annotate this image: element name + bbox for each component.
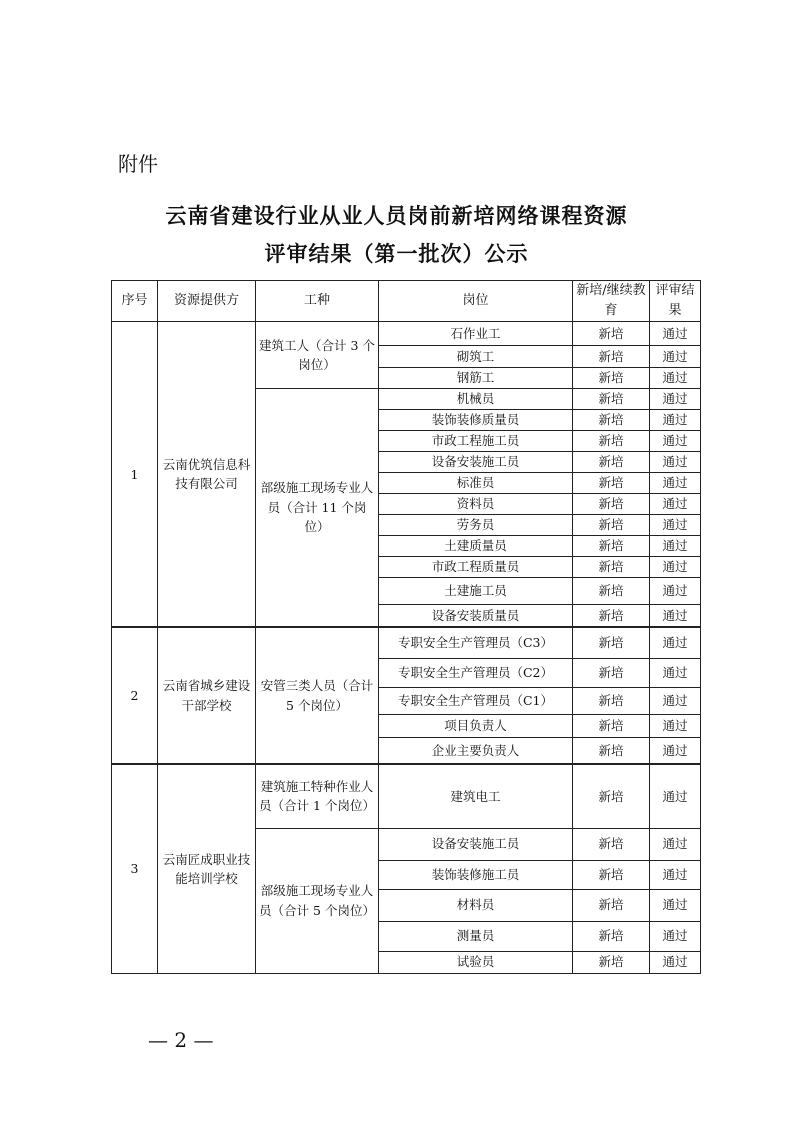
attachment-label: 附件 [118,152,158,176]
result-cell: 通过 [650,627,701,658]
header-provider: 资源提供方 [158,281,256,322]
result-cell: 通过 [650,535,701,556]
result-cell: 通过 [650,714,701,737]
training-cell: 新培 [573,556,650,577]
position-cell: 劳务员 [379,514,573,535]
position-cell: 土建施工员 [379,577,573,604]
training-cell: 新培 [573,472,650,493]
result-cell: 通过 [650,556,701,577]
result-cell: 通过 [650,764,701,828]
results-table [111,280,701,974]
training-cell: 新培 [573,451,650,472]
result-cell: 通过 [650,388,701,409]
table-row [112,322,701,346]
training-cell: 新培 [573,860,650,889]
training-cell: 新培 [573,921,650,951]
provider-cell: 云南省城乡建设干部学校 [158,627,256,764]
provider-cell: 云南优筑信息科技有限公司 [158,322,256,627]
seq-cell: 2 [112,627,158,764]
training-cell: 新培 [573,658,650,687]
result-cell: 通过 [650,322,701,346]
page-subtitle: 评审结果（第一批次）公示 [264,241,529,266]
provider-cell: 云南匠成职业技能培训学校 [158,764,256,973]
position-cell: 市政工程质量员 [379,556,573,577]
position-cell: 装饰装修质量员 [379,409,573,430]
header-seq: 序号 [112,281,158,322]
training-cell: 新培 [573,322,650,346]
position-cell: 试验员 [379,951,573,973]
training-cell: 新培 [573,889,650,921]
position-cell: 市政工程施工员 [379,430,573,451]
training-cell: 新培 [573,951,650,973]
training-cell: 新培 [573,493,650,514]
table-row [112,627,701,658]
result-cell: 通过 [650,737,701,764]
result-cell: 通过 [650,687,701,714]
header-trade: 工种 [256,281,379,322]
trade-cell: 安管三类人员（合计 5 个岗位） [256,627,379,764]
result-cell: 通过 [650,921,701,951]
seq-cell: 3 [112,764,158,973]
position-cell: 专职安全生产管理员（C2） [379,658,573,687]
training-cell: 新培 [573,368,650,388]
position-cell: 机械员 [379,388,573,409]
position-cell: 建筑电工 [379,764,573,828]
page-title: 云南省建设行业从业人员岗前新培网络课程资源 [165,203,628,228]
result-cell: 通过 [650,368,701,388]
position-cell: 专职安全生产管理员（C1） [379,687,573,714]
result-cell: 通过 [650,577,701,604]
position-cell: 资料员 [379,493,573,514]
result-cell: 通过 [650,409,701,430]
training-cell: 新培 [573,430,650,451]
training-cell: 新培 [573,764,650,828]
result-cell: 通过 [650,514,701,535]
result-cell: 通过 [650,451,701,472]
training-cell: 新培 [573,627,650,658]
position-cell: 土建质量员 [379,535,573,556]
position-cell: 标准员 [379,472,573,493]
result-cell: 通过 [650,951,701,973]
position-cell: 装饰装修施工员 [379,860,573,889]
header-result: 评审结果 [650,281,701,322]
position-cell: 设备安装施工员 [379,451,573,472]
training-cell: 新培 [573,828,650,860]
training-cell: 新培 [573,388,650,409]
result-cell: 通过 [650,658,701,687]
training-cell: 新培 [573,409,650,430]
position-cell: 项目负责人 [379,714,573,737]
header-position: 岗位 [379,281,573,322]
table-header-row [112,281,701,322]
training-cell: 新培 [573,714,650,737]
trade-cell: 建筑工人（合计 3 个岗位） [256,322,379,388]
training-cell: 新培 [573,514,650,535]
training-cell: 新培 [573,687,650,714]
position-cell: 测量员 [379,921,573,951]
position-cell: 专职安全生产管理员（C3） [379,627,573,658]
result-cell: 通过 [650,472,701,493]
position-cell: 材料员 [379,889,573,921]
trade-cell: 部级施工现场专业人员（合计 5 个岗位） [256,828,379,973]
table-body [112,322,701,973]
training-cell: 新培 [573,604,650,627]
header-training: 新培/继续教育 [573,281,650,322]
trade-cell: 部级施工现场专业人员（合计 11 个岗位） [256,388,379,627]
position-cell: 企业主要负责人 [379,737,573,764]
result-cell: 通过 [650,828,701,860]
training-cell: 新培 [573,577,650,604]
result-cell: 通过 [650,493,701,514]
result-cell: 通过 [650,860,701,889]
training-cell: 新培 [573,737,650,764]
result-cell: 通过 [650,889,701,921]
page-number: — 2 — [148,1028,214,1052]
position-cell: 石作业工 [379,322,573,346]
position-cell: 设备安装质量员 [379,604,573,627]
trade-cell: 建筑施工特种作业人员（合计 1 个岗位） [256,764,379,828]
training-cell: 新培 [573,346,650,368]
result-cell: 通过 [650,430,701,451]
position-cell: 砌筑工 [379,346,573,368]
position-cell: 设备安装施工员 [379,828,573,860]
training-cell: 新培 [573,535,650,556]
result-cell: 通过 [650,346,701,368]
result-cell: 通过 [650,604,701,627]
position-cell: 钢筋工 [379,368,573,388]
table-row [112,764,701,828]
seq-cell: 1 [112,322,158,627]
